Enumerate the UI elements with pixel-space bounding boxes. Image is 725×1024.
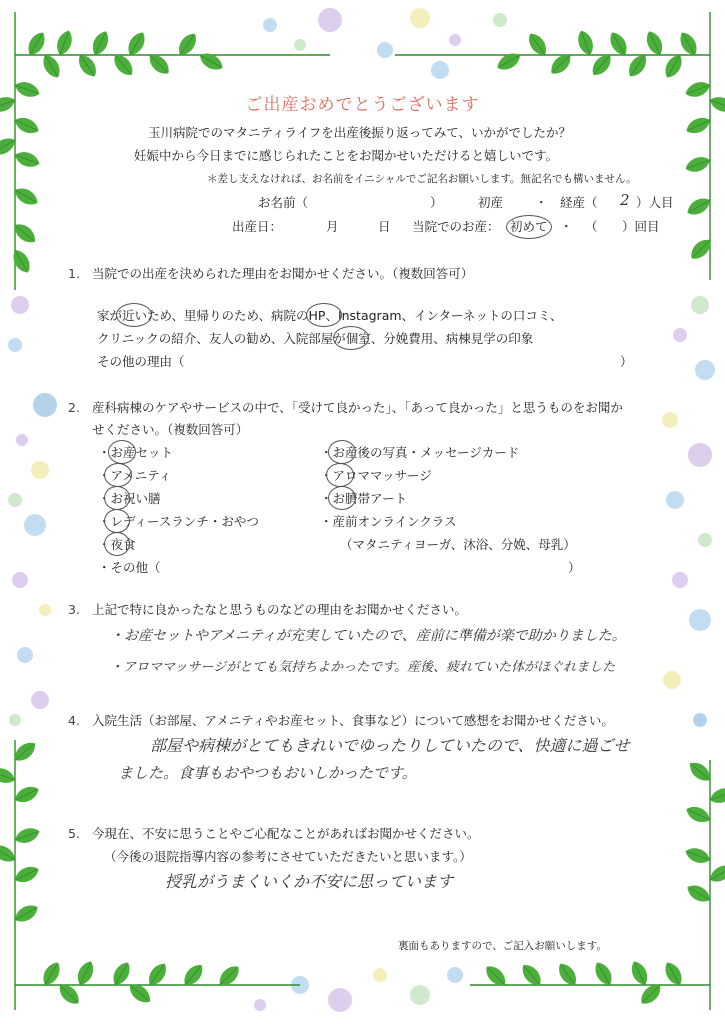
separator-dot-2: ・ (560, 219, 573, 234)
q4-number: 4. (68, 713, 80, 728)
hospital-birth-label: 当院でのお産： (412, 219, 500, 234)
separator-dot: ・ (535, 195, 548, 210)
q2-question-line-2: せください。（複数回答可） (92, 422, 249, 437)
q3-number: 3. (68, 602, 80, 617)
q5-note: （今後の退院指導内容の参考にさせていただきたいと思います。） (104, 849, 472, 864)
selected-circle-mark (506, 215, 552, 239)
selected-circle-mark (328, 486, 356, 510)
page-title: ご出産おめでとうございます (245, 95, 480, 115)
footer-note: 裏面もありますので、ご記入お願いします。 (398, 940, 607, 952)
q1-options-line-2[interactable]: クリニックの紹介、友人の勧め、入院部屋が個室、分娩費用、病棟見学の印象 (97, 331, 534, 346)
q2-option-detail: （マタニティヨーガ、沐浴、分娩、母乳） (340, 537, 576, 552)
name-close: ） (430, 195, 443, 210)
q2-number: 2. (68, 400, 80, 415)
birth-order-value[interactable]: 2 (620, 191, 630, 209)
intro-note: ＊差し支えなければ、お名前をイニシャルでご記名お願いします。無記名でも構いません。 (207, 173, 637, 185)
q2-option[interactable]: ・お祝い膳 (98, 491, 161, 506)
selected-circle-mark (104, 532, 130, 556)
q1-other-close: ） (620, 354, 633, 369)
q1-number: 1. (68, 266, 80, 281)
q2-option[interactable]: ・アメニティ (98, 468, 172, 483)
selected-circle-mark (104, 509, 130, 533)
name-label: お名前（ (258, 195, 309, 210)
vine-bottom-right (470, 758, 725, 1010)
selected-circle-mark (104, 486, 130, 510)
count-close: ）回目 (622, 219, 660, 234)
q3-answer-line-2[interactable]: ・アロママッサージがとても気持ちよかったです。産後、疲れていた体がほぐれました (110, 660, 616, 675)
q2-option[interactable]: ・お産後の写真・メッセージカード (320, 445, 520, 460)
count-open: （ (585, 219, 598, 234)
intro-line-2: 妊娠中から今日までに感じられたことをお聞かせいただけると嬉しいです。 (134, 148, 559, 163)
birth-order-suffix: ）人目 (636, 195, 674, 210)
q2-option[interactable]: ・お産セット (98, 445, 174, 460)
q2-option[interactable]: ・お臍帯アート (320, 491, 408, 506)
q2-option-other: ・その他（ (98, 560, 161, 575)
q2-other-close: ） (568, 560, 581, 575)
selected-circle-mark (328, 440, 356, 464)
month-label: 月 (326, 219, 339, 234)
q2-option[interactable]: ・レディースランチ・おやつ (98, 514, 259, 529)
q5-question: 今現在、不安に思うことやご心配なことがあればお聞かせください。 (92, 826, 480, 841)
q1-question: 当院での出産を決められた理由をお聞かせください。（複数回答可） (92, 266, 474, 281)
q2-option[interactable]: ・産前オンラインクラス (320, 514, 457, 529)
q4-question: 入院生活（お部屋、アメニティやお産セット、食事など）について感想をお聞かせください。 (92, 713, 614, 728)
intro-line-1: 玉川病院でのマタニティライフを出産後振り返ってみて、いかがでしたか？ (148, 125, 572, 140)
q2-question-line-1: 産科病棟のケアやサービスの中で、「受けて良かった」、「あって良かった」と思うものをお聞か (92, 400, 623, 415)
selected-circle-mark (108, 440, 136, 464)
vine-top-right (395, 12, 725, 280)
day-label: 日 (378, 219, 391, 234)
selected-circle-mark (116, 303, 152, 327)
birth-date-label: 出産日： (232, 219, 283, 234)
q5-number: 5. (68, 826, 80, 841)
q1-other-label: その他の理由（ (97, 354, 185, 369)
q4-answer-line-2[interactable]: ました。食事もおやつもおいしかったです。 (118, 764, 417, 782)
q2-option[interactable]: ・アロママッサージ (320, 468, 432, 483)
first-time-option[interactable]: 初めて (510, 219, 548, 234)
q5-answer[interactable]: 授乳がうまくいくか不安に思っています (165, 872, 454, 891)
q3-question: 上記で特に良かったなと思うものなどの理由をお聞かせください。 (92, 602, 468, 617)
selected-circle-mark (333, 326, 369, 350)
q1-options-line-1[interactable]: 家が近いため、里帰りのため、病院のHP、Instagram、インターネットの口コミ、 (97, 308, 563, 323)
q3-answer-line-1[interactable]: ・お産セットやアメニティが充実していたので、産前に準備が楽で助かりました。 (110, 628, 626, 644)
selected-circle-mark (326, 463, 354, 487)
q4-answer-line-1[interactable]: 部屋や病棟がとてもきれいでゆったりしていたので、快適に過ごせ (150, 736, 630, 755)
selected-circle-mark (104, 463, 132, 487)
primipara-option[interactable]: 初産 (478, 195, 504, 210)
selected-circle-mark (306, 303, 342, 327)
q2-option[interactable]: ・夜食 (98, 537, 136, 552)
multipara-option[interactable]: 経産（ (560, 195, 598, 210)
